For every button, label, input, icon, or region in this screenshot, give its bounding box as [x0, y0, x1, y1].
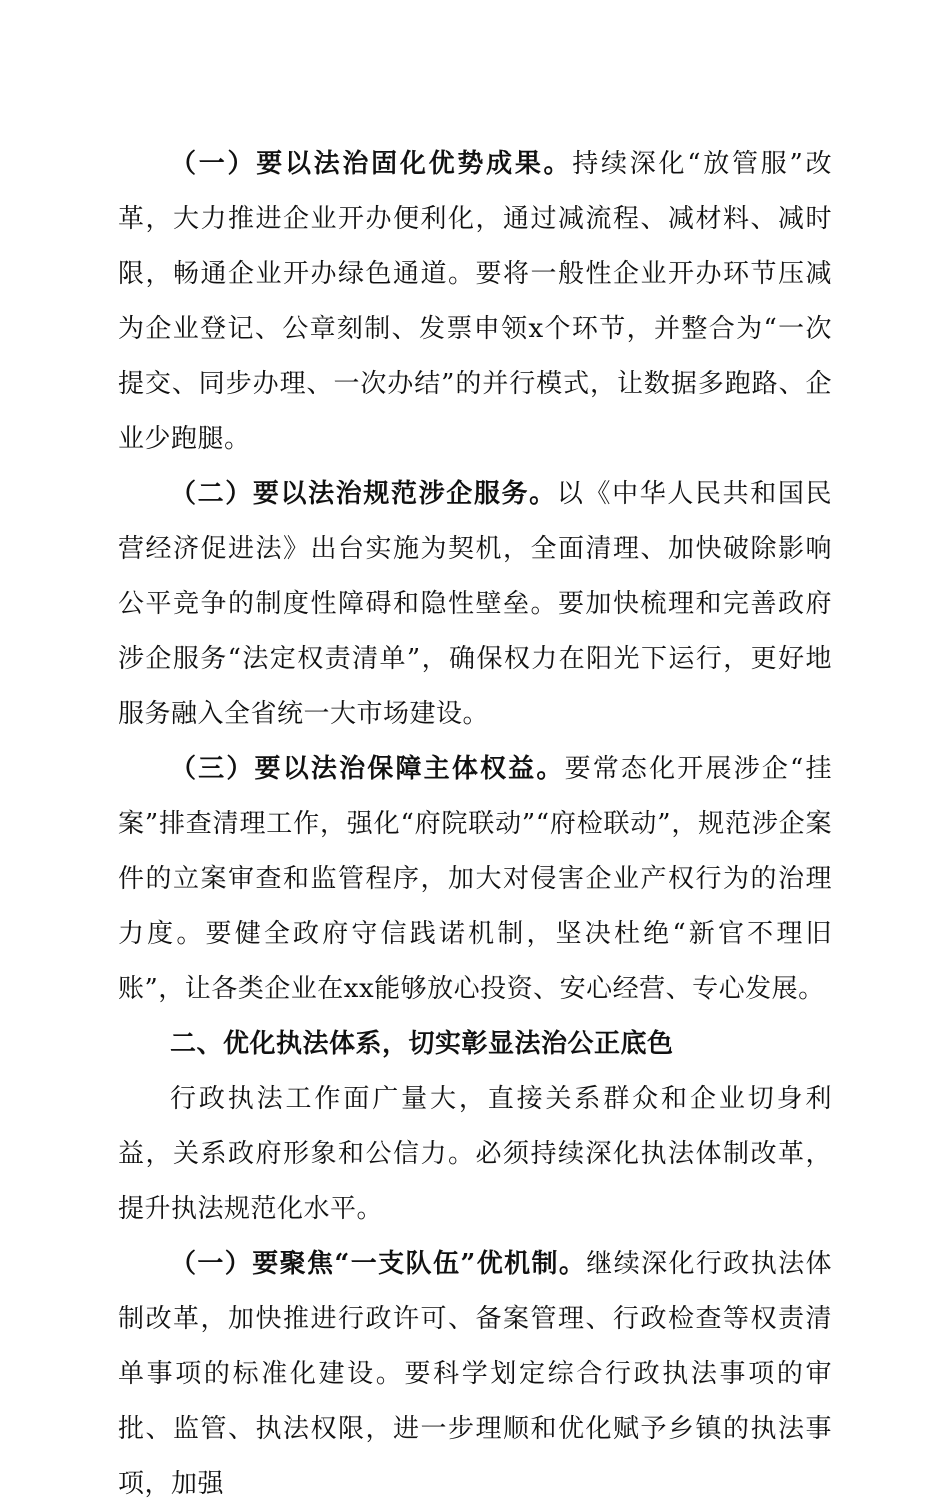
paragraph-4 — [118, 1237, 832, 1512]
section-heading: 二、优化执法体系，切实彰显法治公正底色 — [170, 1029, 674, 1059]
paragraph-3-lead: （三）要以法治保障主体权益。 — [170, 754, 565, 784]
paragraph-3-body: 要常态化开展涉企“挂案”排查清理工作，强化“府院联动”“府检联动”，规范涉企案件的立案审查和监管程序，加大对侵害企业产权行为的治理力度。要健全政府守信践诺机制，坚决杜绝“新官不理旧账”，让各类企业在xx能够放心投资、安心经营、专心发展。 — [118, 754, 832, 1004]
section-intro: 行政执法工作面广量大，直接关系群众和企业切身利益，关系政府形象和公信力。必须持续深化执法体制改革，提升执法规范化水平。 — [118, 1084, 832, 1224]
paragraph-2 — [118, 467, 832, 742]
paragraph-4-lead: （一）要聚焦“一支队伍”优机制。 — [170, 1249, 587, 1279]
paragraph-1 — [118, 137, 832, 467]
paragraph-2-lead: （二）要以法治规范涉企服务。 — [170, 479, 557, 509]
document-page — [118, 137, 832, 1512]
paragraph-2-body: 以《中华人民共和国民营经济促进法》出台实施为契机，全面清理、加快破除影响公平竞争的制度性障碍和隐性壁垒。要加快梳理和完善政府涉企服务“法定权责清单”，确保权力在阳光下运行，更好地服务融入全省统一大市场建设。 — [118, 479, 832, 729]
paragraph-3 — [118, 742, 832, 1017]
paragraph-1-lead: （一）要以法治固化优势成果。 — [170, 149, 573, 179]
paragraph-4-body: 继续深化行政执法体制改革，加快推进行政许可、备案管理、行政检查等权责清单事项的标准化建设。要科学划定综合行政执法事项的审批、监管、执法权限，进一步理顺和优化赋予乡镇的执法事项，加强 — [118, 1249, 832, 1499]
paragraph-1-body: 持续深化“放管服”改革，大力推进企业开办便利化，通过减流程、减材料、减时限，畅通企业开办绿色通道。要将一般性企业开办环节压减为企业登记、公章刻制、发票申领x个环节，并整合为“一次提交、同步办理、一次办结”的并行模式，让数据多跑路、企业少跑腿。 — [118, 149, 832, 454]
